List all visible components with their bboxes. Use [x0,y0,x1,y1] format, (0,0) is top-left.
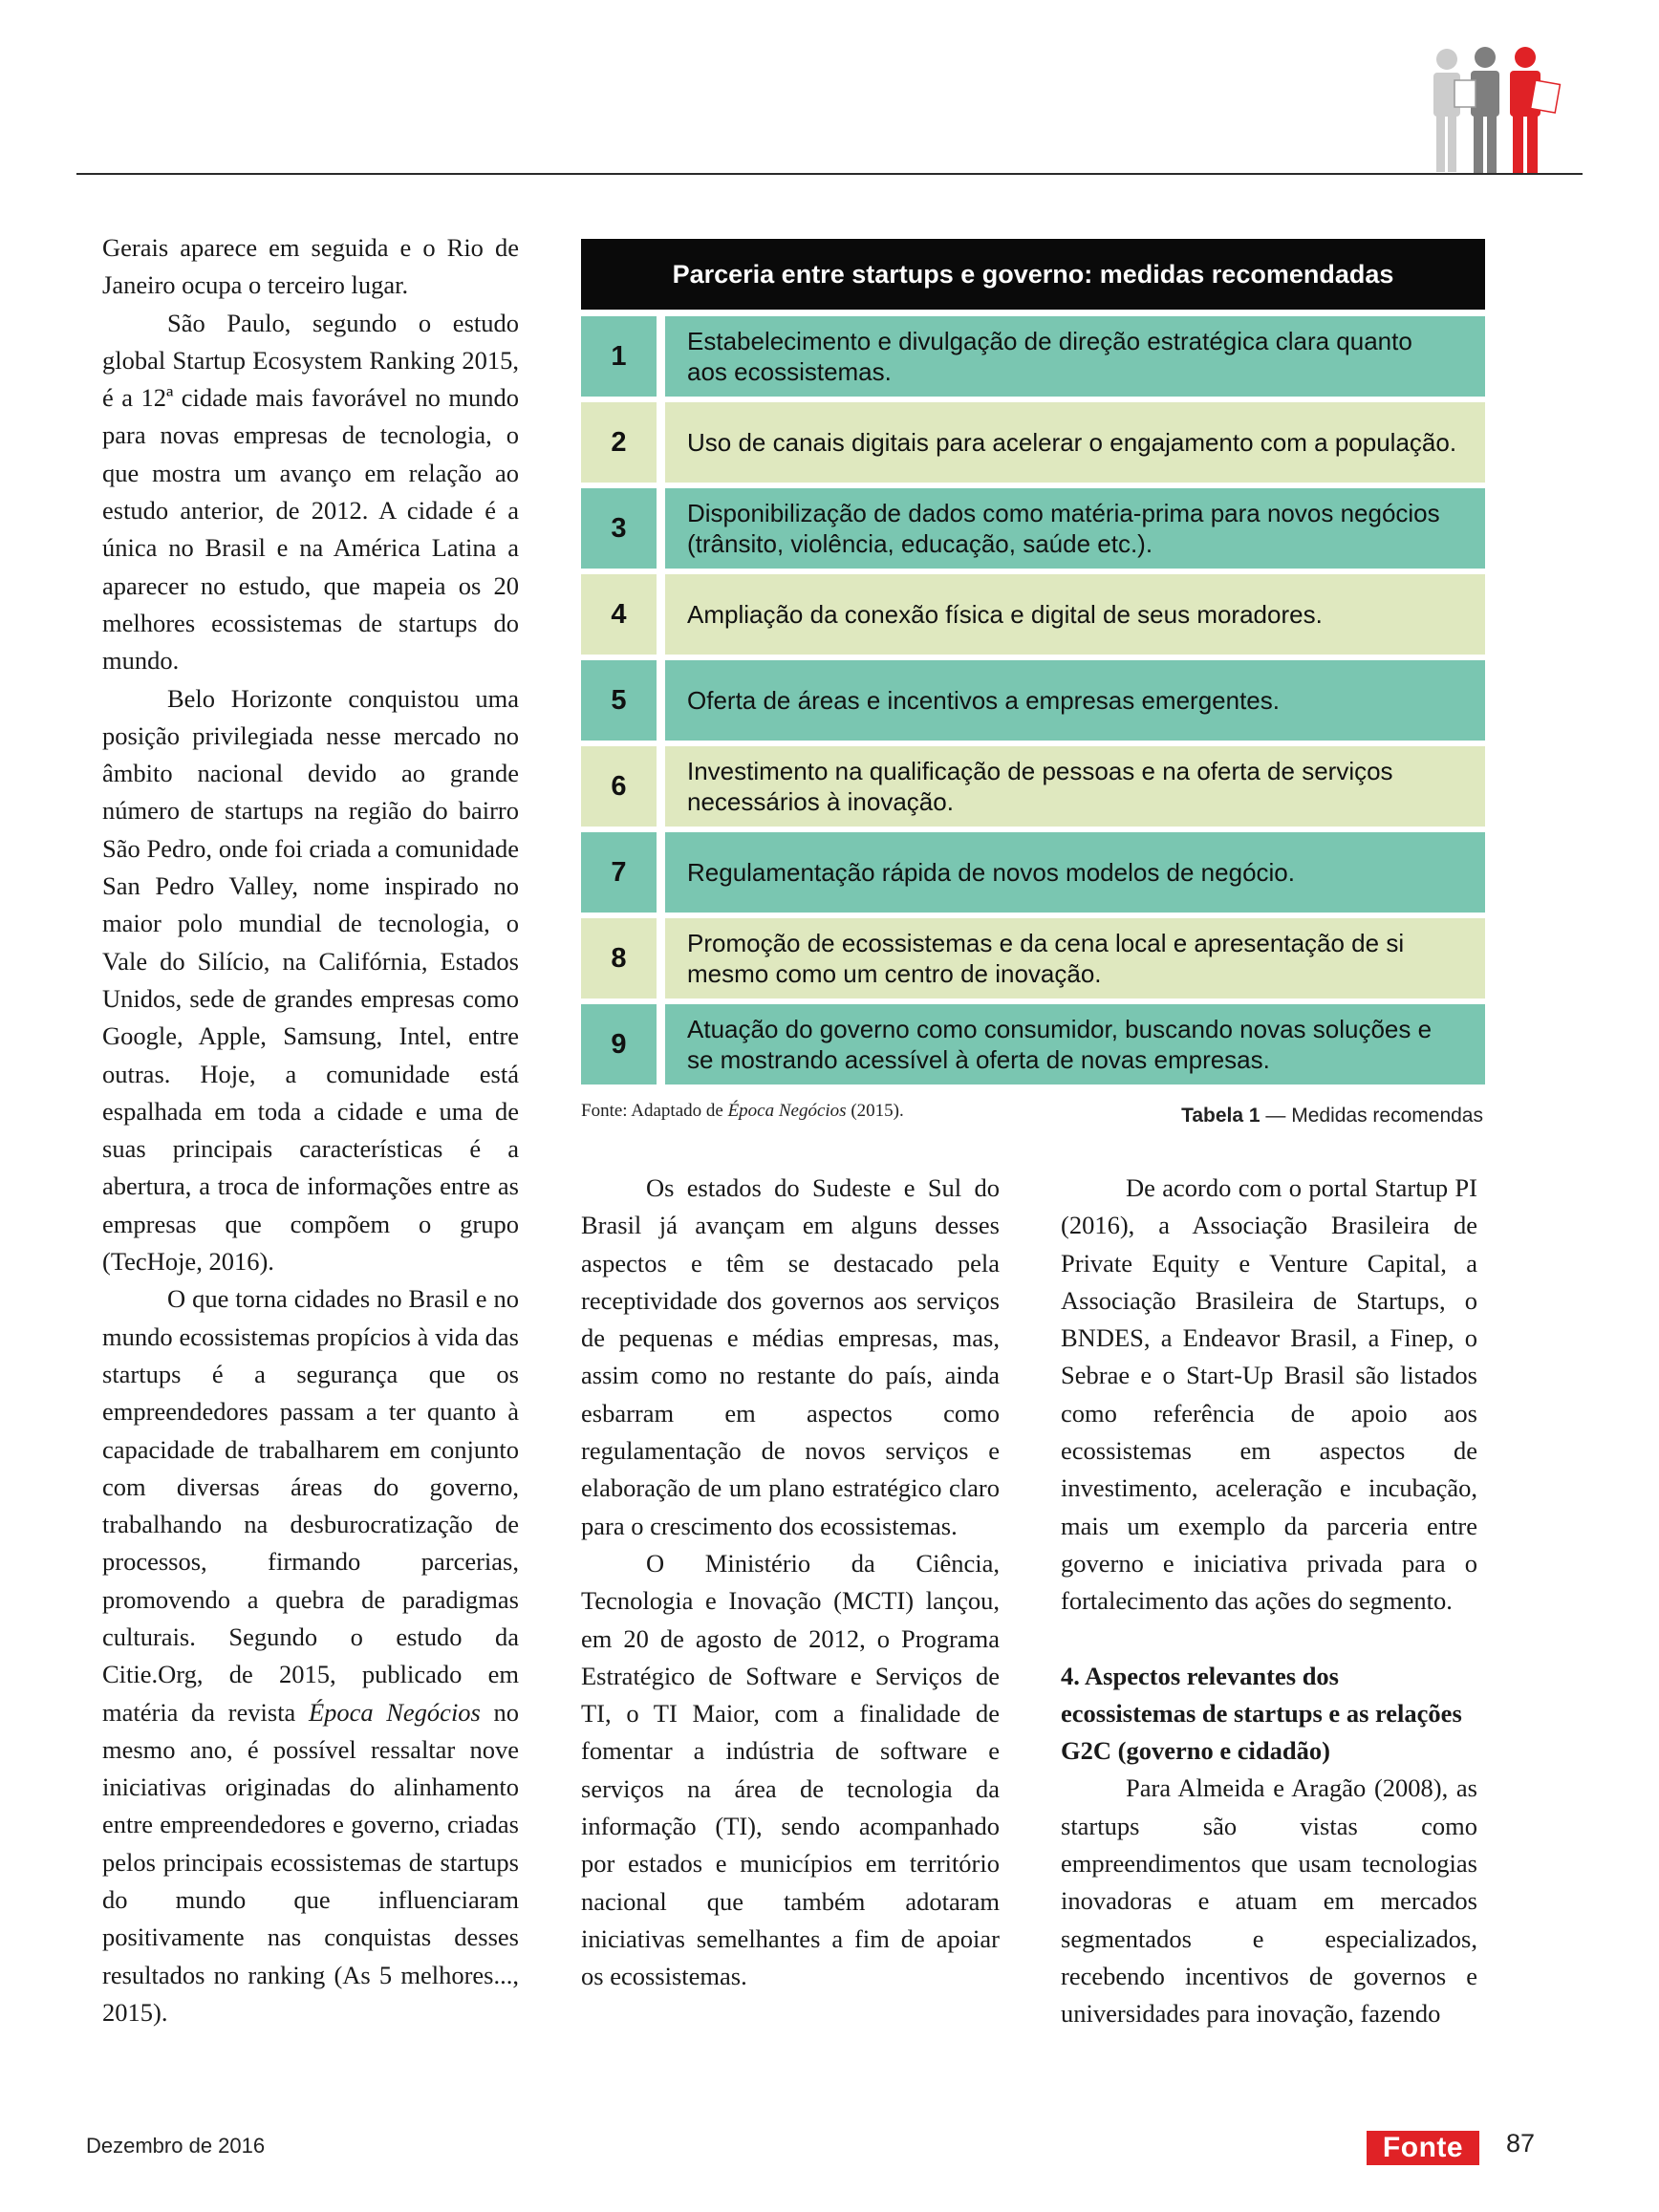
right-column [1061,1170,1477,2033]
caption-label: Tabela 1 [1181,1105,1260,1127]
table-body [581,316,1485,1085]
row-number: 5 [581,660,657,741]
row-text-cell [665,316,1485,397]
row-number: 9 [581,1004,657,1085]
row-number: 6 [581,746,657,827]
table-row [581,402,1485,483]
row-text: Regulamentação rápida de novos modelos de negócio. [687,858,1295,887]
row-number: 3 [581,488,657,569]
row-number: 1 [581,316,657,397]
three-business-people-icon [1426,44,1569,176]
table-title: Parceria entre startups e governo: medidas recomendadas [581,239,1485,310]
row-text-cell [665,918,1485,999]
table-row [581,488,1485,569]
section-heading: 4. Aspectos relevantes dos ecossistemas de startups e as relações G2C (governo e cidadão) [1061,1661,1462,1766]
row-text-cell [665,402,1485,483]
table-source [581,1101,904,1122]
row-text-cell [665,488,1485,569]
table-row [581,660,1485,741]
left-column [102,229,519,2031]
row-text: Investimento na qualificação de pessoas e na oferta de serviços necessários à inovação. [687,757,1393,816]
row-text: Uso de canais digitais para acelerar o engajamento com a população. [687,428,1457,457]
row-text-cell [665,746,1485,827]
row-text-cell [665,832,1485,913]
row-number: 4 [581,574,657,655]
paragraph: Belo Horizonte conquistou uma posição privilegiada nesse mercado no âmbito nacional devido ao grande número de startups na região do bairro São Pedro, onde foi criada a comunidade San Pedro Valley, nome inspirado no maior polo mundial de tecnologia, o Vale do Silício, na Califórnia, Estados Unidos, sede de grandes empresas como Google, Apple, Samsung, Intel, entre outras. Hoje, a comunidade está espalhada em toda a cidade e uma de suas principais características é a abertura, a troca de informações entre as empresas que compõem o grupo (TecHoje, 2016). [102,683,519,1277]
row-text: Oferta de áreas e incentivos a empresas emergentes. [687,686,1280,715]
row-number: 7 [581,832,657,913]
recommendations-table [581,239,1485,1090]
paragraph: Gerais aparece em seguida e o Rio de Janeiro ocupa o terceiro lugar. [102,233,519,300]
page-number: 87 [1506,2129,1536,2158]
table-row [581,574,1485,655]
row-text: Disponibilização de dados como matéria-prima para novos negócios (trânsito, violência, educação, saúde etc.). [687,499,1440,558]
footer-date: Dezembro de 2016 [86,2134,266,2158]
paragraph: Os estados do Sudeste e Sul do Brasil já avançam em alguns desses aspectos e têm se destacado pela receptividade dos governos aos serviços de pequenas e médias empresas, mas, assim como no restante do país, ainda esbarram em aspectos como regulamentação de novos serviços e elaboração de um plano estratégico claro para o crescimento dos ecossistemas. [581,1173,1000,1540]
italic-title: Época Negócios [308,1697,481,1727]
caption-text: — Medidas recomendas [1260,1105,1483,1127]
row-text: Estabelecimento e divulgação de direção estratégica clara quanto aos ecossistemas. [687,327,1412,386]
source-text: Fonte: Adaptado de [581,1101,728,1121]
row-text: Promoção de ecossistemas e da cena local e apresentação de si mesmo como um centro de inovação. [687,929,1405,988]
paragraph: Para Almeida e Aragão (2008), as startups são vistas como empreendimentos que usam tecnologias inovadoras e atuam em mercados segmentados e especializados, recebendo incentivos de governos e universidades para inovação, fazendo [1061,1773,1477,2029]
middle-column [581,1170,1000,1996]
paragraph [102,1280,519,2031]
row-text-cell [665,1004,1485,1085]
table-row [581,316,1485,397]
source-italic: Época Negócios [727,1101,847,1121]
row-number: 2 [581,402,657,483]
row-text-cell [665,660,1485,741]
table-row [581,1004,1485,1085]
paragraph: O Ministério da Ciência, Tecnologia e Inovação (MCTI) lançou, em 20 de agosto de 2012, o Programa Estratégico de Software e Serviços de TI, o TI Maior, com a finalidade de fomentar a indústria de software e serviços na área de tecnologia da informação (TI), sendo acompanhado por estados e municípios em território nacional que também adotaram iniciativas semelhantes a fim de apoiar os ecossistemas. [581,1548,1000,1991]
header-rule [76,173,1583,175]
table-row [581,832,1485,913]
text-run: O que torna cidades no Brasil e no mundo ecossistemas propícios à vida das startups é a segurança que os empreendedores passam a ter quanto à capacidade de trabalharem em conjunto com diversas áreas do governo, trabalhando na desburocratização de processos, firmando parcerias, promovendo a quebra de paradigmas culturais. Segundo o estudo da Citie.Org, de 2015, publicado em matéria da revista [102,1284,519,1727]
table-row [581,918,1485,999]
fonte-logo: Fonte [1367,2131,1479,2165]
text-run: no mesmo ano, é possível ressaltar nove iniciativas originadas do alinhamento entre empreendedores e governo, criadas pelos principais ecossistemas de startups do mundo que influenciaram positivamente nas conquistas desses resultados no ranking (As 5 melhores..., 2015). [102,1697,519,2027]
row-number: 8 [581,918,657,999]
paragraph: De acordo com o portal Startup PI (2016), a Associação Brasileira de Private Equity e Venture Capital, a Associação Brasileira de Startups, o BNDES, a Endeavor Brasil, a Finep, o Sebrae e o Start-Up Brasil são listados como referência de apoio aos ecossistemas em aspectos de investimento, aceleração e incubação, mais um exemplo da parceria entre governo e iniciativa privada para o fortalecimento das ações do segmento. [1061,1173,1477,1616]
table-caption [1181,1105,1483,1127]
row-text-cell [665,574,1485,655]
source-text: (2015). [846,1101,904,1121]
table-row [581,746,1485,827]
paragraph: São Paulo, segundo o estudo global Startup Ecosystem Ranking 2015, é a 12ª cidade mais favorável no mundo para novas empresas de tecnologia, o que mostra um avanço em relação ao estudo anterior, de 2012. A cidade é a única no Brasil e na América Latina a aparecer no estudo, que mapeia os 20 melhores ecossistemas de startups do mundo. [102,308,519,676]
row-text: Ampliação da conexão física e digital de seus moradores. [687,600,1323,629]
row-text: Atuação do governo como consumidor, buscando novas soluções e se mostrando acessível à oferta de novas empresas. [687,1015,1433,1074]
